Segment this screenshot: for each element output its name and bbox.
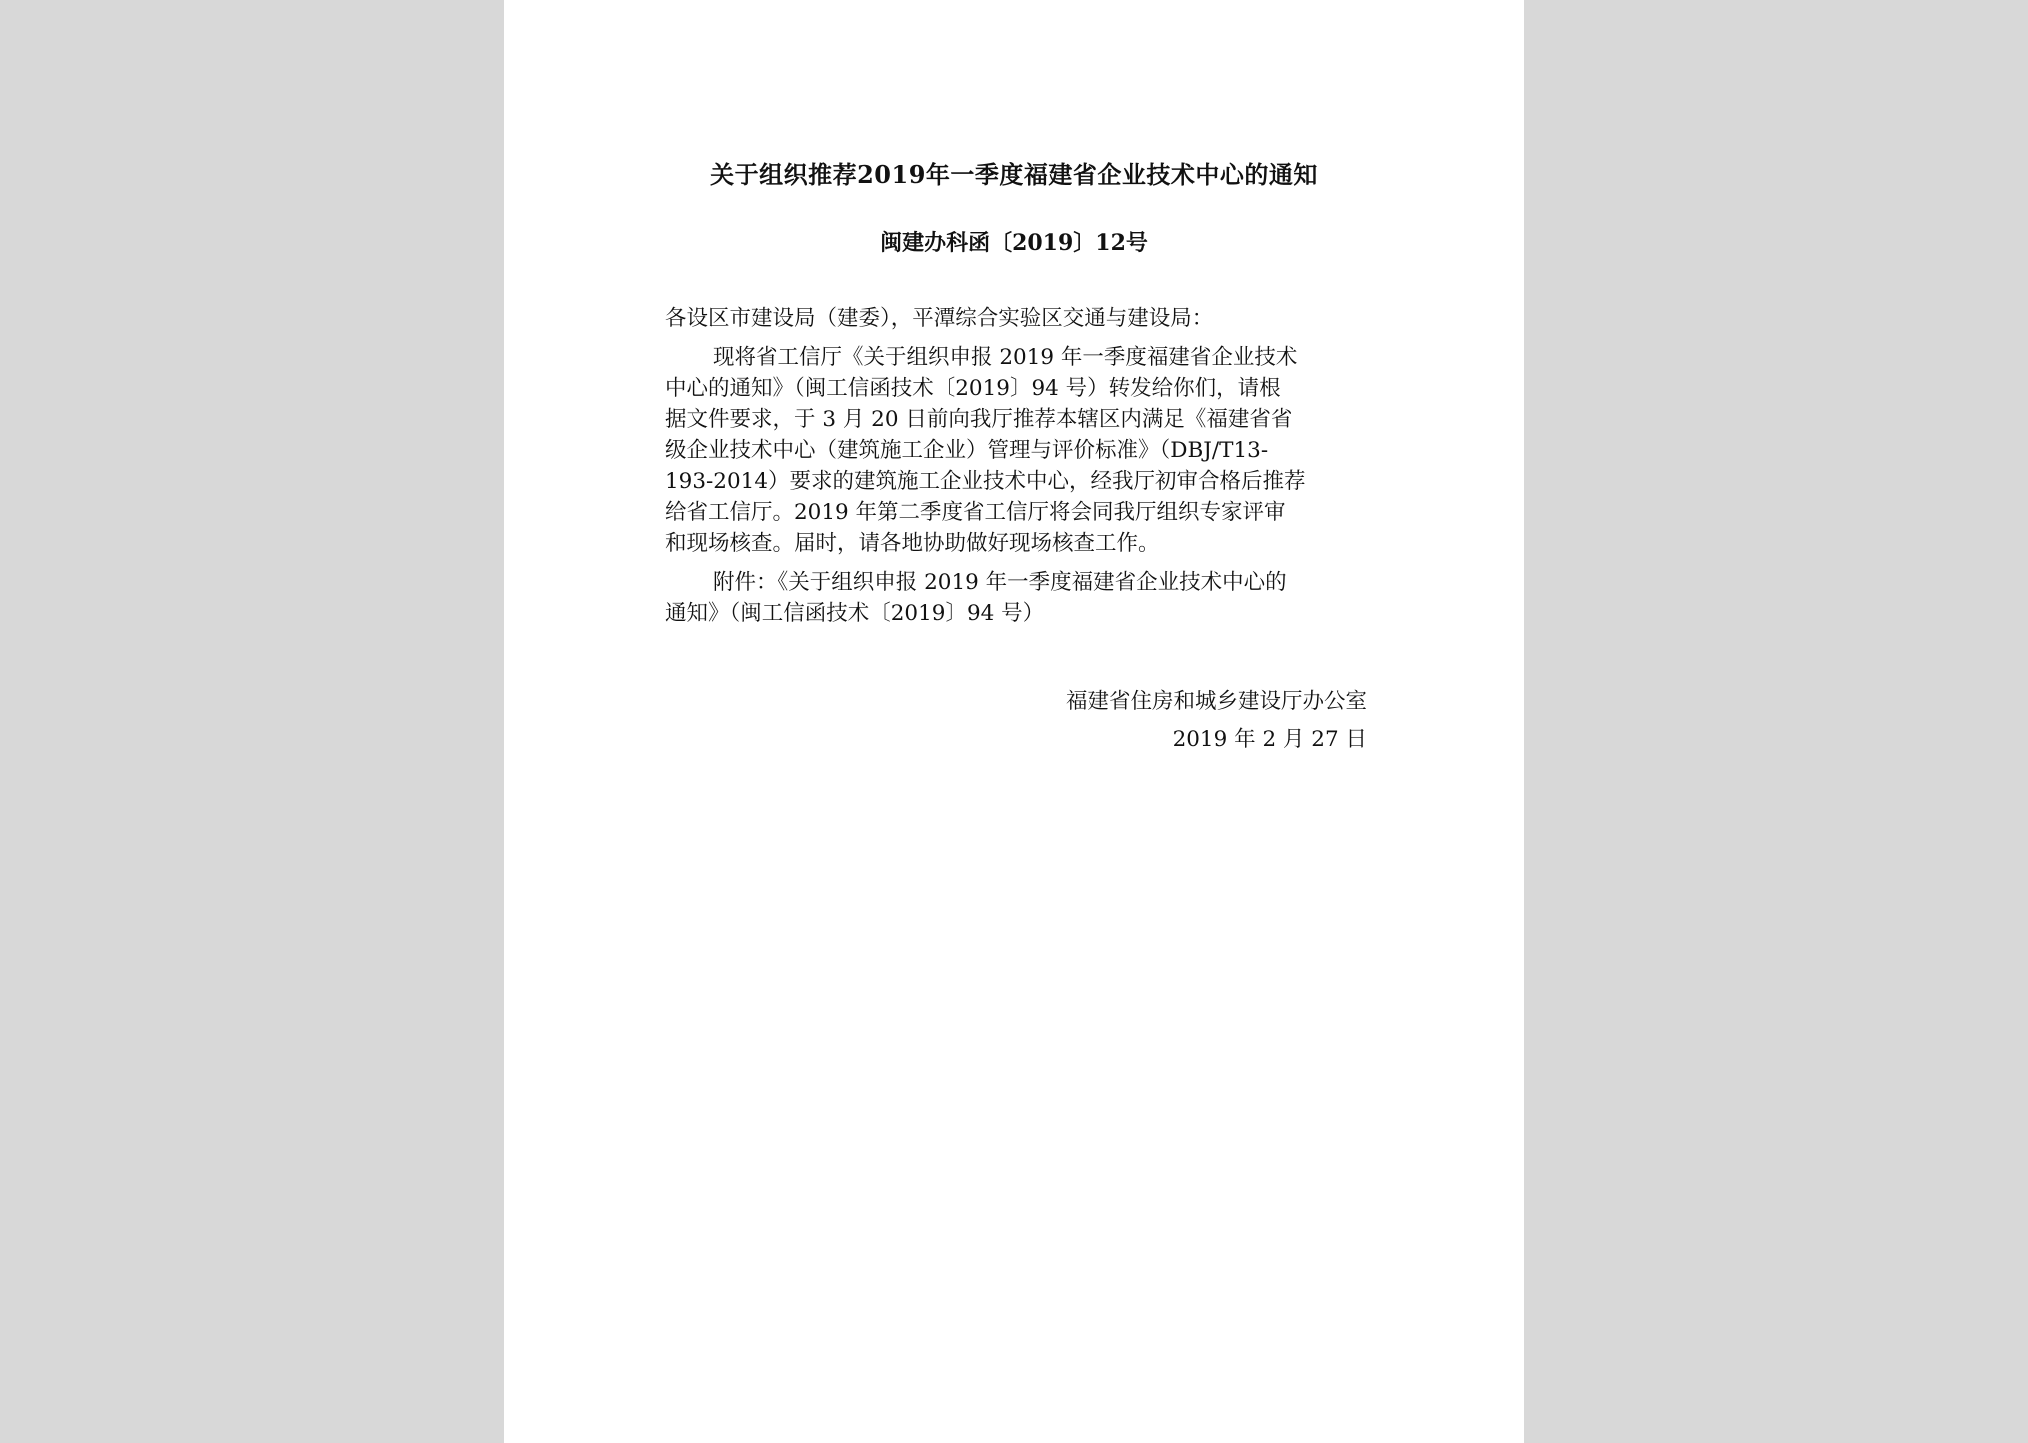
body-line: 193-2014）要求的建筑施工企业技术中心，经我厅初审合格后推荐 — [665, 469, 1306, 494]
salutation: 各设区市建设局（建委），平潭综合实验区交通与建设局： — [665, 306, 1214, 331]
document-body — [665, 303, 1367, 629]
document-number: 闽建办科函〔2019〕12号 — [880, 230, 1148, 256]
signature-date: 2019 年 2 月 27 日 — [1172, 727, 1367, 752]
body-line: 给省工信厅。2019 年第二季度省工信厅将会同我厅组织专家评审 — [665, 500, 1286, 525]
signature-organization: 福建省住房和城乡建设厅办公室 — [1065, 689, 1367, 714]
body-line: 和现场核查。届时，请各地协助做好现场核查工作。 — [665, 531, 1160, 556]
document-title: 关于组织推荐2019年一季度福建省企业技术中心的通知 — [710, 160, 1318, 189]
body-line: 中心的通知》（闽工信函技术〔2019〕94 号）转发给你们，请根 — [665, 376, 1281, 401]
signature-block — [1066, 683, 1367, 759]
attachment-line: 通知》（闽工信函技术〔2019〕94 号） — [665, 601, 1045, 626]
body-line: 现将省工信厅《关于组织申报 2019 年一季度福建省企业技术 — [713, 345, 1298, 370]
attachment-line: 附件：《关于组织申报 2019 年一季度福建省企业技术中心的 — [713, 570, 1287, 595]
body-line: 据文件要求，于 3 月 20 日前向我厅推荐本辖区内满足《福建省省 — [665, 407, 1293, 432]
body-line: 级企业技术中心（建筑施工企业）管理与评价标准》（DBJ/T13- — [665, 438, 1269, 463]
document-page — [504, 0, 1524, 1443]
